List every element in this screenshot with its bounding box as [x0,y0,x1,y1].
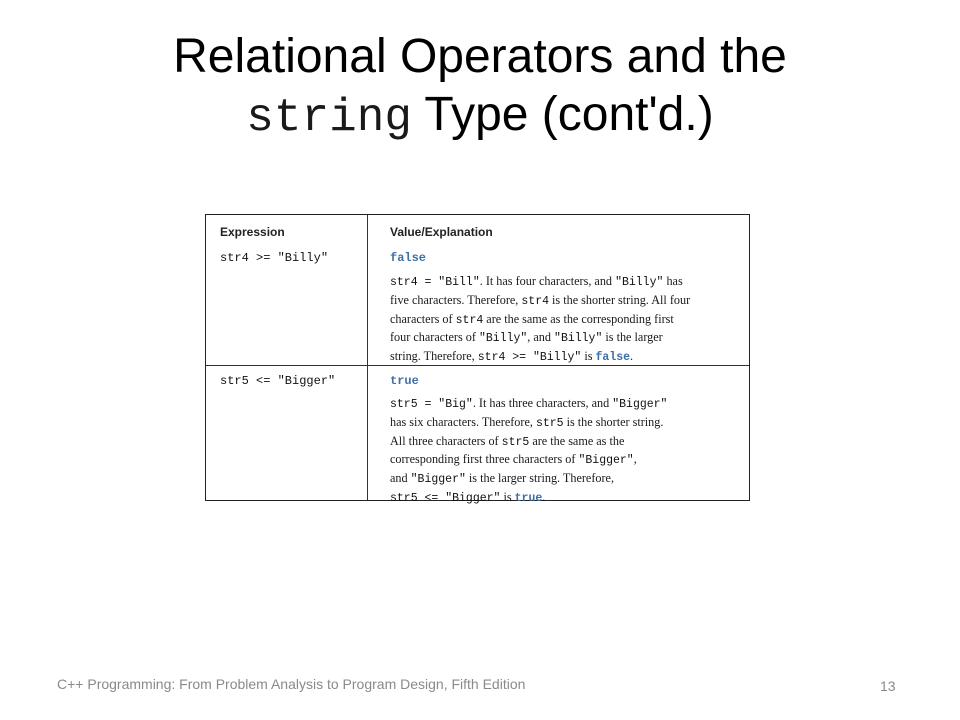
explanation-code: str4 >= "Billy" [477,351,582,365]
explanation-line [390,292,746,311]
explanation-text: characters of [390,311,456,326]
explanation-text: has [663,274,683,288]
explanation-text: corresponding first three characters of [390,452,579,467]
row2-value: true [390,374,419,388]
explanation-code: "Billy" [478,332,528,346]
explanation-code: str5 [501,435,530,449]
explanation-text: and [390,471,411,486]
explanation-code: str5 = "Big" [390,398,473,411]
row1-value: false [390,251,427,265]
explanation-text: All three characters of [390,433,502,448]
explanation-code: "Bigger" [612,398,668,411]
explanation-text: . It has three characters, and [472,396,613,410]
explanation-line [390,470,746,489]
explanation-text: are the same as the corresponding first [483,311,674,326]
explanation-text: four characters of [390,330,479,345]
explanation-text: is the shorter string. All four [549,292,691,307]
explanation-text: , [633,452,637,467]
explanation-line [390,489,746,508]
explanation-code: str5 [535,416,564,430]
row1-explanation [390,273,746,367]
explanation-text: . It has four characters, and [479,274,616,288]
explanation-text: is [581,349,596,364]
explanation-line [390,329,746,348]
explanation-code: str4 [455,313,484,327]
explanation-text: five characters. Therefore, [390,292,522,307]
explanation-code: "Bigger" [410,473,466,487]
table-column-divider [367,215,368,500]
explanation-text: is the larger string. Therefore, [465,471,614,486]
explanation-text: . [542,489,546,504]
explanation-text: has six characters. Therefore, [390,414,536,429]
expression-table [205,214,750,505]
explanation-line [390,395,746,414]
explanation-text: , and [527,330,555,345]
explanation-code: str5 <= "Bigger" [390,491,501,505]
footer-text: C++ Programming: From Problem Analysis to Program Design, Fifth Edition [57,676,526,692]
explanation-code: "Bigger" [578,454,634,468]
row2-expression: str5 <= "Bigger" [220,374,336,388]
explanation-text: are the same as the [529,433,625,448]
explanation-line [390,414,746,433]
slide-title-rest: Type (cont'd.) [411,88,714,141]
explanation-text: is the shorter string. [563,414,664,429]
explanation-text: is [500,489,515,504]
explanation-line [390,273,746,292]
explanation-text: . [630,349,634,364]
slide-title-line1: Relational Operators and the [173,30,787,83]
explanation-line [390,311,746,330]
row1-expression: str4 >= "Billy" [220,251,329,265]
explanation-line [390,433,746,452]
page-number: 13 [880,678,896,694]
explanation-text: is the larger [602,330,663,345]
explanation-line [390,451,746,470]
explanation-line [390,348,746,367]
header-value-explanation: Value/Explanation [390,225,493,239]
slide-title [0,28,960,147]
explanation-value: true [514,491,543,505]
explanation-value: false [595,351,631,365]
explanation-code: "Billy" [554,332,603,346]
slide-title-code: string [246,92,412,144]
explanation-code: str4 [521,294,549,308]
row2-explanation [390,395,746,508]
explanation-code: str4 = "Bill" [390,276,480,289]
explanation-code: "Billy" [615,276,664,289]
header-expression: Expression [220,225,285,239]
explanation-text: string. Therefore, [390,349,478,364]
slide-title-line2 [0,86,960,147]
